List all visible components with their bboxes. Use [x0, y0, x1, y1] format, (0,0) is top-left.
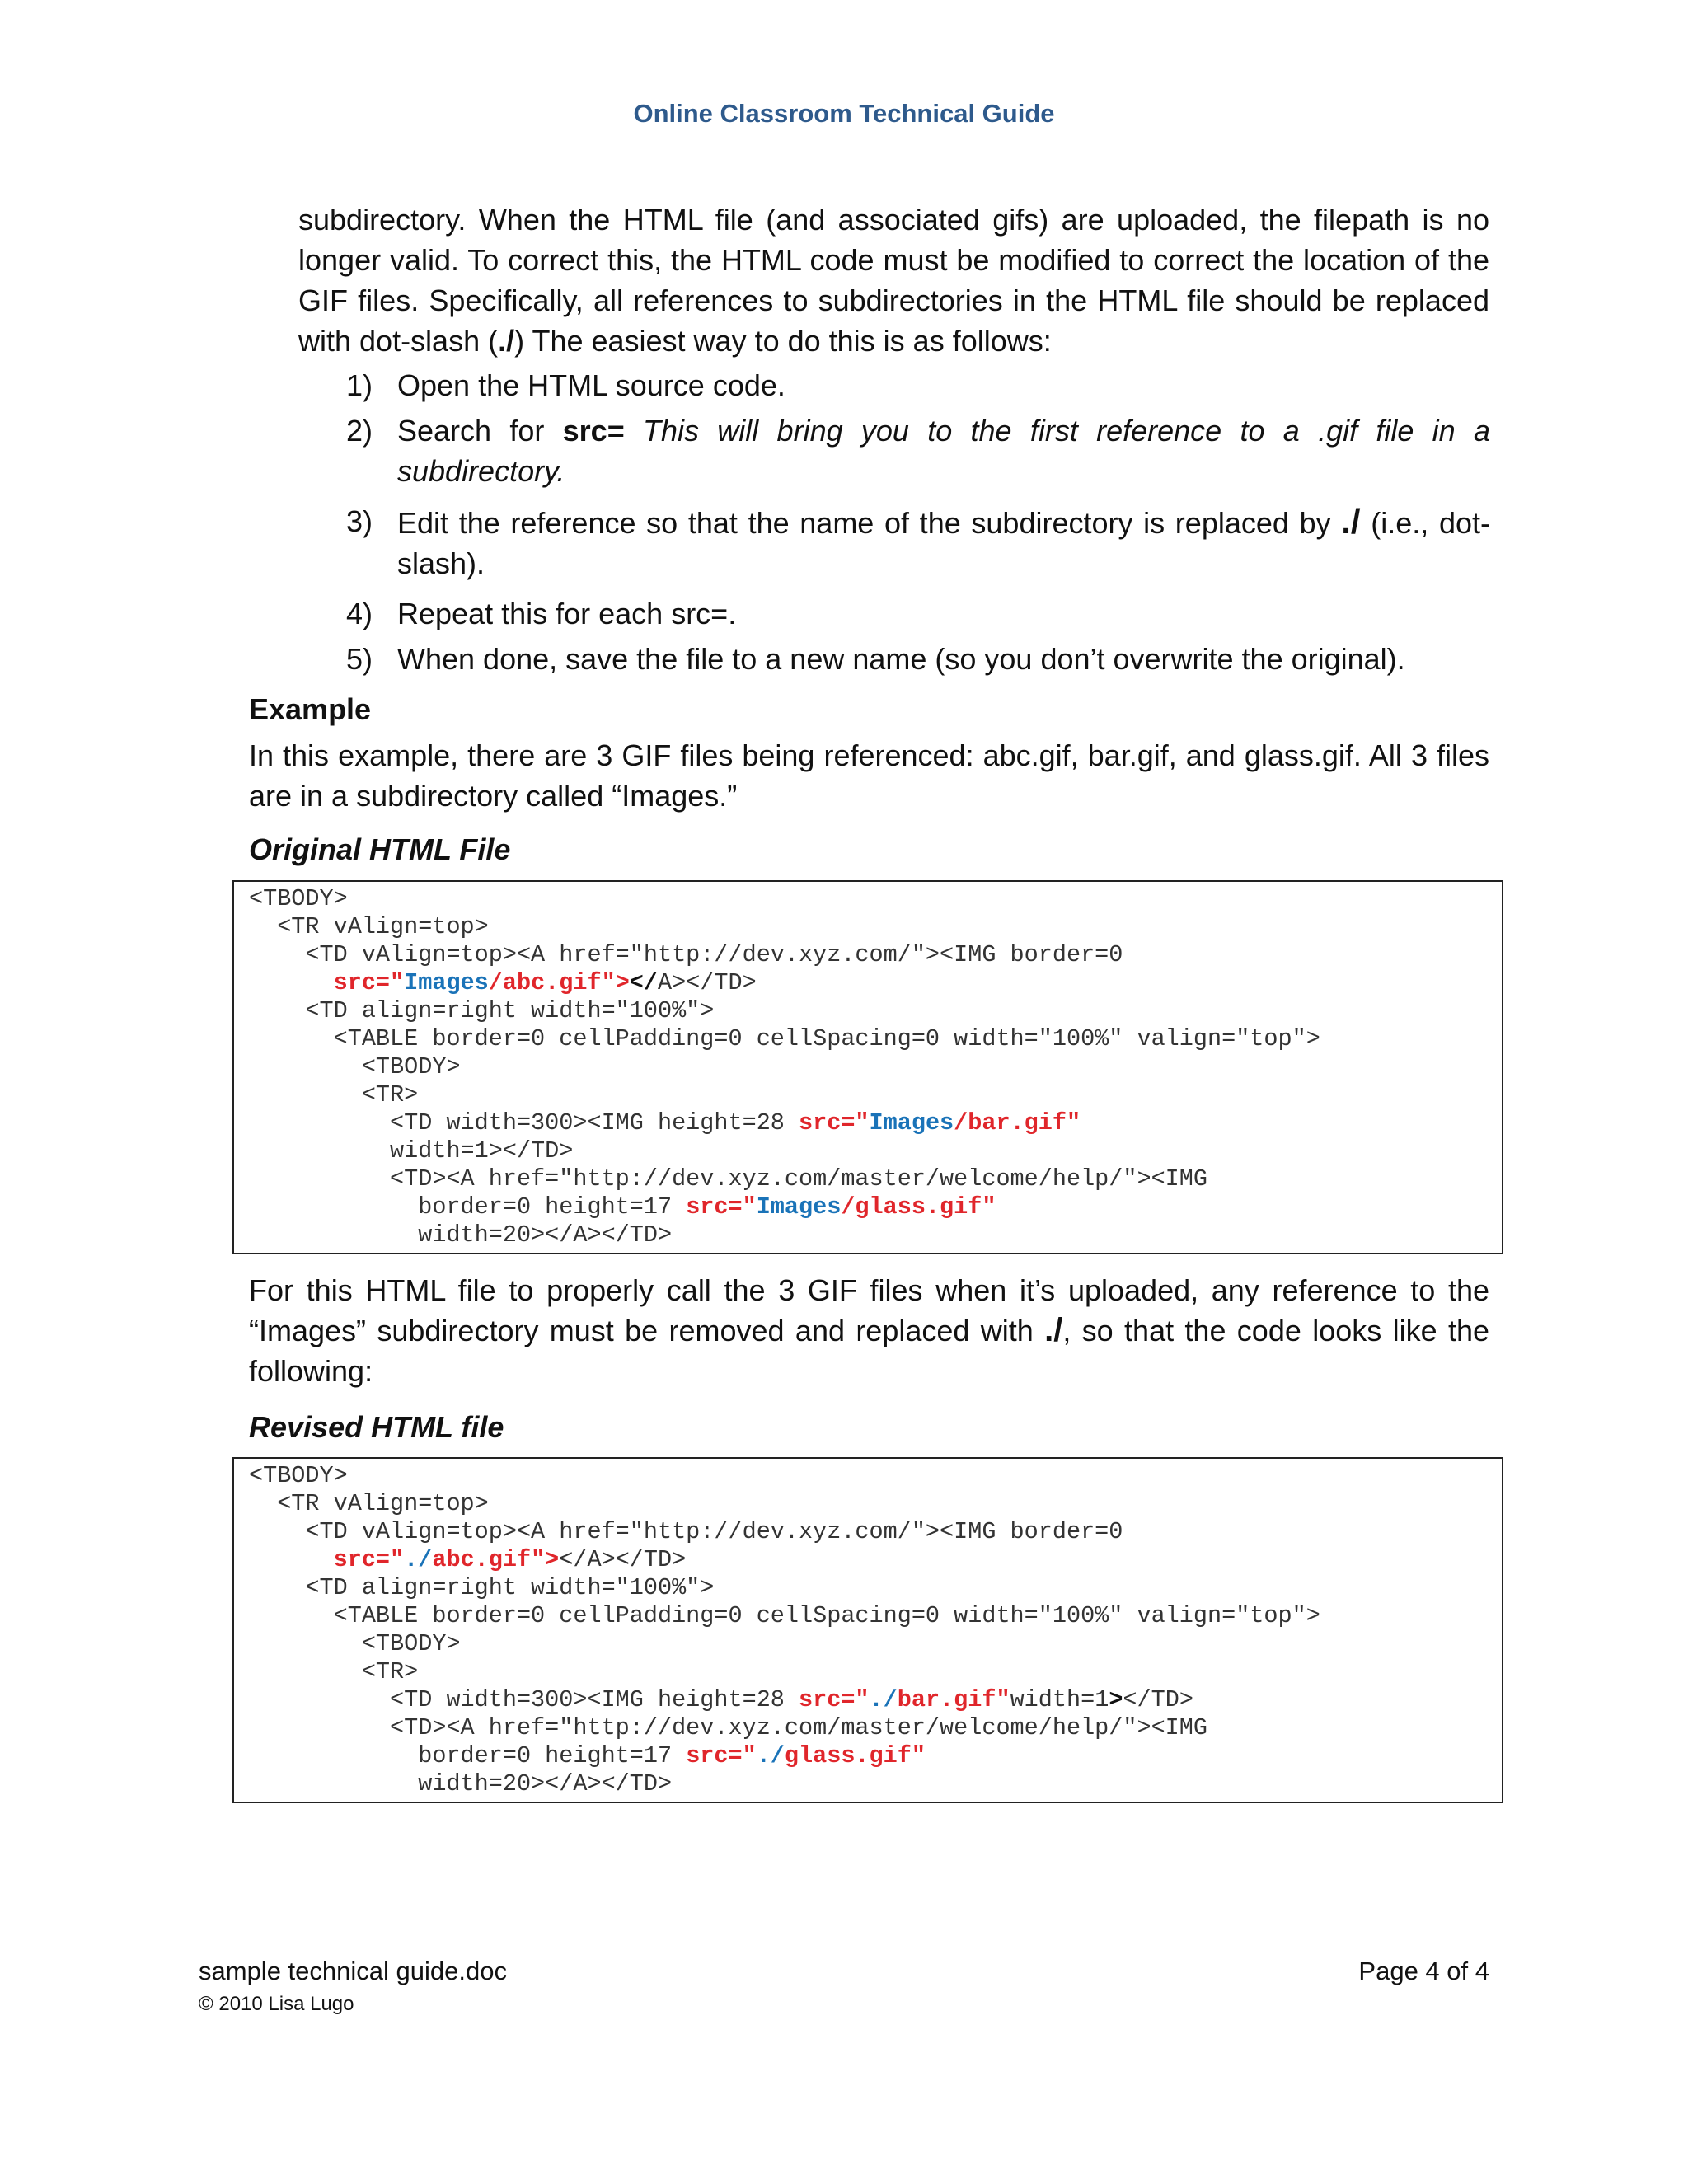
code-line	[249, 1081, 1502, 1109]
code-token: width=20></A></TD>	[249, 1221, 673, 1249]
code-token: border=0 height=17	[249, 1742, 687, 1769]
code-token: <TBODY>	[249, 1053, 461, 1080]
code-token: Images	[756, 1193, 842, 1221]
step-text: When done, save the file to a new name (so you don’t overwrite the original).	[397, 642, 1405, 676]
code-token: ./	[869, 1686, 898, 1713]
code-token: <TD><A href="http://dev.xyz.com/master/welcome/help/"><IMG	[249, 1714, 1207, 1741]
code-token: </A></TD>	[559, 1546, 687, 1573]
code-token: <TR>	[249, 1658, 419, 1685]
code-token: <TD width=300><IMG height=28	[249, 1109, 799, 1137]
example-paragraph: In this example, there are 3 GIF files being referenced: abc.gif, bar.gif, and glass.gif. All 3 files are in a subdirectory called “Images.”	[249, 738, 1489, 813]
code-line	[249, 1053, 1502, 1081]
code-token: border=0 height=17	[249, 1193, 687, 1221]
step-number: 3)	[346, 504, 373, 538]
step-number: 5)	[346, 642, 373, 676]
code-token: ./	[756, 1742, 785, 1769]
step-number: 2)	[346, 414, 373, 448]
code-token: src="	[333, 1546, 405, 1573]
code-token: src="	[686, 1742, 757, 1769]
intro-text-before: subdirectory. When the HTML file (and associated gifs) are uploaded, the filepath is no longer valid. To correct this, the HTML code must be modified to correct the location of the GIF files. Specifically, all references to subdirectories in the HTML file should be replaced with dot-slash (	[298, 203, 1489, 358]
code-token: <TBODY>	[249, 885, 348, 912]
original-heading: Original HTML File	[249, 832, 511, 866]
footer-copyright: © 2010 Lisa Lugo	[199, 1993, 354, 2015]
code-line	[249, 1109, 1502, 1137]
intro-dot-slash: ./	[498, 324, 515, 358]
page-header-title: Online Classroom Technical Guide	[633, 99, 1055, 128]
code-token: <TD align=right width="100%">	[249, 997, 715, 1024]
code-token: src="	[333, 969, 405, 996]
original-code	[249, 885, 1502, 1249]
code-line	[249, 1770, 1502, 1798]
code-line	[249, 941, 1502, 969]
code-line	[249, 1165, 1502, 1193]
code-line	[249, 1686, 1502, 1714]
code-token: <TABLE border=0 cellPadding=0 cellSpacing=0 width="100%" valign="top">	[249, 1602, 1320, 1629]
code-line	[249, 1630, 1502, 1658]
step-bold: src=	[562, 414, 625, 448]
revised-code	[249, 1462, 1502, 1798]
code-token: <TR>	[249, 1081, 419, 1108]
code-token: bar.gif"	[897, 1686, 1010, 1713]
code-line	[249, 1518, 1502, 1546]
revised-code-box	[232, 1457, 1503, 1803]
step-bold: ./	[1341, 502, 1361, 541]
code-line	[249, 1602, 1502, 1630]
code-line	[249, 1742, 1502, 1770]
step-text: Edit the reference so that the name of the subdirectory is replaced by	[397, 506, 1342, 540]
code-token: width=1	[1010, 1686, 1109, 1713]
code-line	[249, 1025, 1502, 1053]
code-token: <TD vAlign=top><A href="http://dev.xyz.com/"><IMG border=0	[249, 941, 1123, 968]
step-text: Search for	[397, 414, 563, 448]
code-token: ./	[404, 1546, 433, 1573]
after-text-before: For this HTML file to properly call the 3 GIF files when it’s uploaded, any reference to the “Images” subdirectory must be removed and replaced with	[249, 1273, 1489, 1347]
after-dot-slash: ./	[1044, 1312, 1063, 1348]
code-token: src="	[799, 1109, 870, 1137]
code-line	[249, 1221, 1502, 1249]
intro-text-after: ) The easiest way to do this is as follows:	[514, 324, 1052, 358]
step-number: 4)	[346, 597, 373, 630]
list-item	[346, 501, 1490, 583]
code-token: <TR vAlign=top>	[249, 913, 489, 940]
code-token: glass.gif"	[784, 1742, 926, 1769]
code-line	[249, 969, 1502, 997]
footer-page-number: Page 4 of 4	[1358, 1957, 1489, 1985]
code-token: /glass.gif"	[841, 1193, 996, 1221]
step-text: Repeat this for each src=.	[397, 597, 737, 630]
code-token: </	[629, 969, 659, 996]
code-token: width=20></A></TD>	[249, 1770, 673, 1797]
step-text: Open the HTML source code.	[397, 368, 785, 402]
code-line	[249, 913, 1502, 941]
step-number: 1)	[346, 368, 373, 402]
code-token: <TD><A href="http://dev.xyz.com/master/welcome/help/"><IMG	[249, 1165, 1207, 1193]
code-token: <TD vAlign=top><A href="http://dev.xyz.com/"><IMG border=0	[249, 1518, 1123, 1545]
code-line	[249, 885, 1502, 913]
revised-heading: Revised HTML file	[249, 1410, 504, 1444]
code-token: width=1></TD>	[249, 1137, 574, 1165]
code-line	[249, 1490, 1502, 1518]
code-line	[249, 1137, 1502, 1165]
code-token: <TBODY>	[249, 1630, 461, 1657]
code-token: src="	[799, 1686, 870, 1713]
code-line	[249, 1714, 1502, 1742]
code-token: Images	[869, 1109, 954, 1137]
intro-paragraph	[298, 199, 1489, 361]
code-token: <TD align=right width="100%">	[249, 1574, 715, 1601]
code-token: <TR vAlign=top>	[249, 1490, 489, 1517]
list-item	[346, 639, 1490, 679]
code-token	[249, 969, 334, 996]
steps-list	[346, 365, 1490, 684]
list-item	[346, 593, 1490, 634]
code-token: src="	[686, 1193, 757, 1221]
code-token: <TBODY>	[249, 1462, 348, 1489]
code-token: /abc.gif">	[488, 969, 630, 996]
code-token: Images	[404, 969, 489, 996]
list-item	[346, 410, 1490, 491]
step-italic: This will bring you to the first reference to a .gif file in a subdirectory.	[397, 414, 1490, 488]
code-line	[249, 1658, 1502, 1686]
footer-filename: sample technical guide.doc	[199, 1957, 507, 1985]
code-token: abc.gif">	[432, 1546, 560, 1573]
original-code-box	[232, 880, 1503, 1254]
code-line	[249, 1462, 1502, 1490]
code-token: </TD>	[1123, 1686, 1193, 1713]
code-line	[249, 1574, 1502, 1602]
code-line	[249, 1193, 1502, 1221]
code-token: A></TD>	[658, 969, 757, 996]
code-token	[249, 1546, 334, 1573]
code-line	[249, 1546, 1502, 1574]
step-text-post: (i.e., dot-slash).	[397, 506, 1490, 580]
example-heading: Example	[249, 692, 372, 726]
list-item	[346, 365, 1490, 405]
code-token: <TABLE border=0 cellPadding=0 cellSpacing=0 width="100%" valign="top">	[249, 1025, 1320, 1052]
after-paragraph	[249, 1270, 1489, 1391]
code-token: <TD width=300><IMG height=28	[249, 1686, 799, 1713]
after-text-after: , so that the code looks like the following:	[249, 1314, 1489, 1388]
code-token: >	[1109, 1686, 1123, 1713]
code-line	[249, 997, 1502, 1025]
code-token: /bar.gif"	[954, 1109, 1081, 1137]
